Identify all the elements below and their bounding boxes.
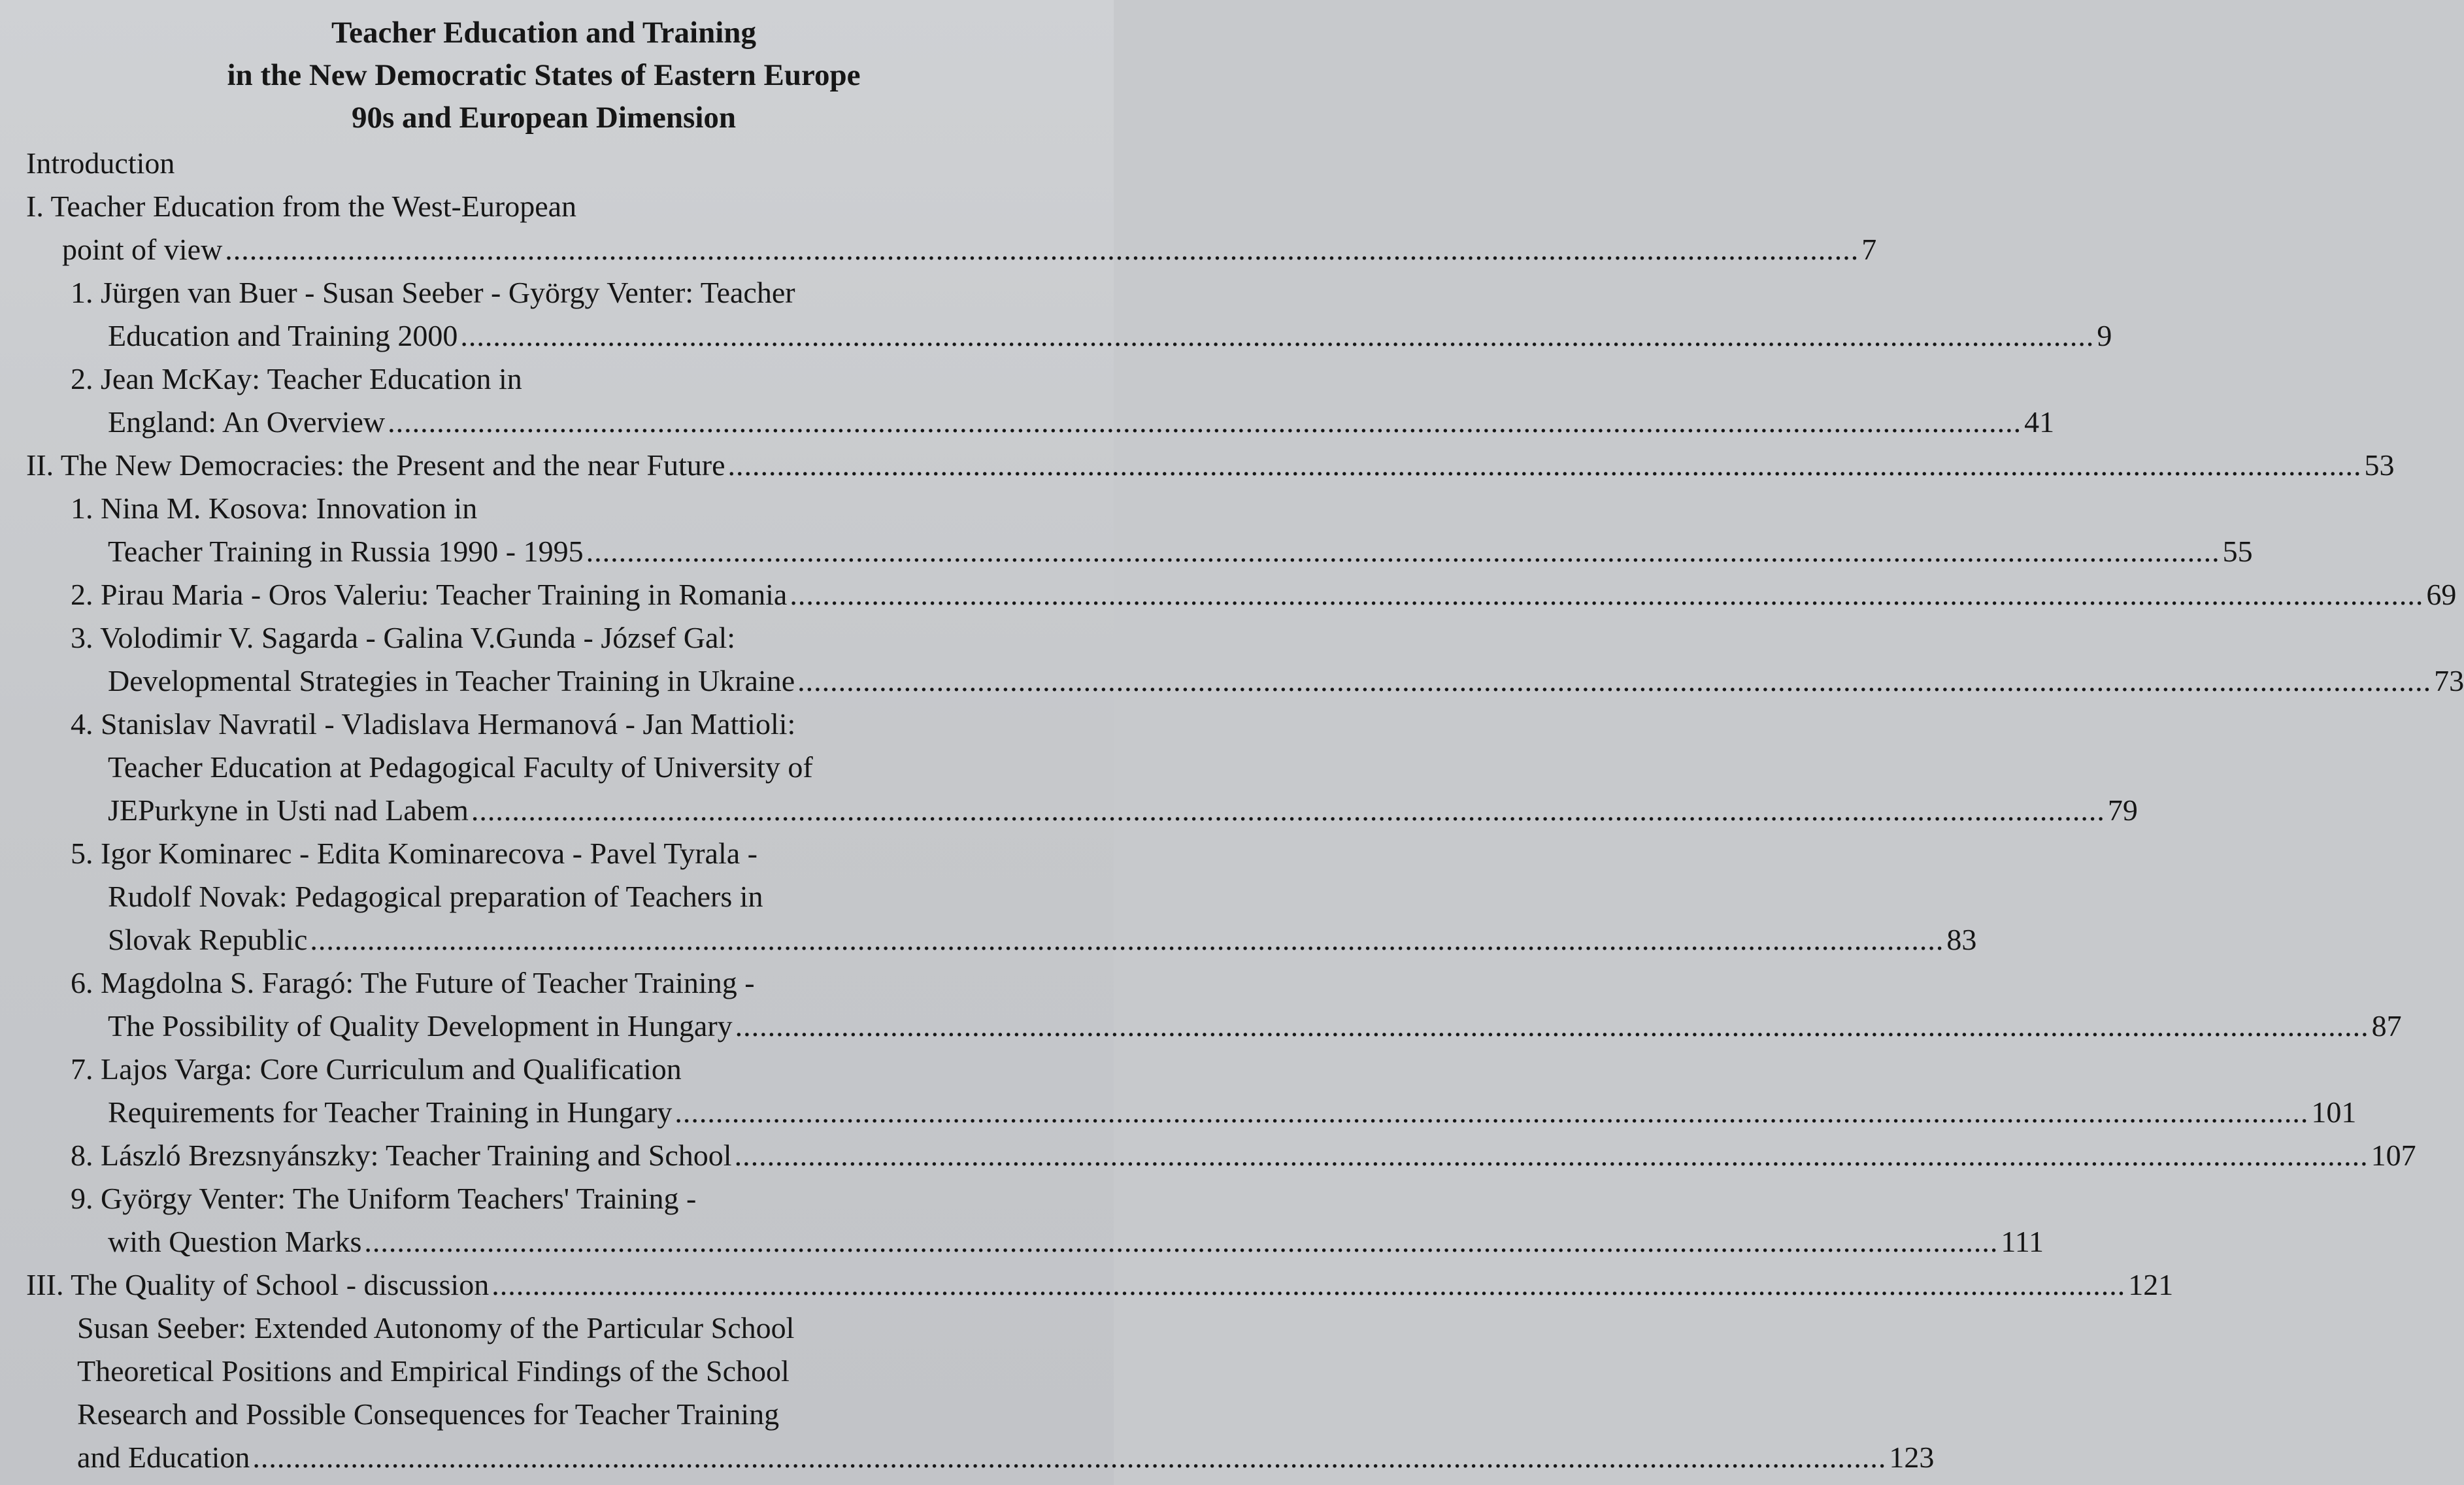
title-line-3: 90s and European Dimension xyxy=(351,101,737,135)
leader-dots: ........................................................................................................................................................................................................ xyxy=(252,1441,1887,1474)
leader-dots: ........................................................................................................................................................................................................ xyxy=(734,1139,2369,1172)
leader-dots: ........................................................................................................................................................................................................ xyxy=(727,448,2362,482)
leader-dots: ........................................................................................................................................................................................................ xyxy=(225,233,1859,266)
leader-dots: ........................................................................................................................................................................................................ xyxy=(790,578,2424,611)
toc-entry: with Question Marks ........................................................................................................................................................................................................ 111 xyxy=(26,1220,1035,1263)
toc-entry: Rudolf Novak: Pedagogical preparation of Teachers in xyxy=(108,880,763,913)
toc-entry: Teacher Training in Russia 1990 - 1995 ........................................................................................................................................................................................................ 55 xyxy=(26,530,1035,573)
toc-entry: 3. Volodimir V. Sagarda - Galina V.Gunda - József Gal: xyxy=(71,621,736,654)
page-number: 69 xyxy=(2426,578,2457,611)
page-number: 83 xyxy=(1946,923,1977,956)
page-number: 107 xyxy=(2371,1139,2416,1172)
title-line-1: Teacher Education and Training xyxy=(331,16,756,50)
page-number: 9 xyxy=(2097,319,2112,352)
toc-section-1-title: I. Teacher Education from the West-European xyxy=(26,190,577,223)
page-title xyxy=(26,12,1035,139)
toc-entry: Education and Training 2000 ........................................................................................................................................................................................................ 9 xyxy=(26,314,1035,358)
page-number: 111 xyxy=(2001,1225,2044,1258)
toc-entry-introduction: Introduction xyxy=(26,146,175,180)
toc-entry: Research and Possible Consequences for Teacher Training xyxy=(77,1397,780,1431)
toc-entry: Susan Seeber: Extended Autonomy of the Particular School xyxy=(77,1311,795,1344)
title-line-2: in the New Democratic States of Eastern Europe xyxy=(227,58,861,92)
toc-entry: 7. Lajos Varga: Core Curriculum and Qualification xyxy=(71,1052,682,1086)
toc-section-1: point of view ........................................................................................................................................................................................................ 7 xyxy=(26,228,1035,271)
toc-entry: and Education ........................................................................................................................................................................................................ 123 xyxy=(26,1436,1035,1479)
page-number: 7 xyxy=(1861,233,1877,266)
page-number: 79 xyxy=(2107,793,2138,827)
leader-dots: ........................................................................................................................................................................................................ xyxy=(735,1009,2369,1043)
leader-dots: ........................................................................................................................................................................................................ xyxy=(471,793,2105,827)
page-number: 73 xyxy=(2434,664,2464,697)
toc-entry: Requirements for Teacher Training in Hungary ........................................................................................................................................................................................................ 101 xyxy=(26,1091,1035,1134)
toc-entry: The Possibility of Quality Development in Hungary ........................................................................................................................................................................................................ 87 xyxy=(26,1005,1035,1048)
table-of-contents xyxy=(26,142,2464,1479)
toc-entry: 6. Magdolna S. Faragó: The Future of Teacher Training - xyxy=(71,966,755,999)
page-number: 123 xyxy=(1889,1441,1935,1474)
toc-entry: JEPurkyne in Usti nad Labem ........................................................................................................................................................................................................ 79 xyxy=(26,789,1035,832)
leader-dots: ........................................................................................................................................................................................................ xyxy=(674,1095,2309,1129)
toc-entry: 1. Nina M. Kosova: Innovation in xyxy=(71,492,478,525)
toc-section-2: II. The New Democracies: the Present and the near Future ........................................................................................................................................................................................................ 53 xyxy=(26,444,1035,487)
leader-dots: ........................................................................................................................................................................................................ xyxy=(364,1225,1999,1258)
leader-dots: ........................................................................................................................................................................................................ xyxy=(586,535,2220,568)
page-number: 41 xyxy=(2024,405,2055,439)
toc-entry: Theoretical Positions and Empirical Findings of the School xyxy=(77,1354,790,1388)
leader-dots: ........................................................................................................................................................................................................ xyxy=(797,664,2432,697)
leader-dots: ........................................................................................................................................................................................................ xyxy=(460,319,2095,352)
page-number: 121 xyxy=(2128,1268,2174,1301)
page-number: 55 xyxy=(2222,535,2253,568)
page-number: 87 xyxy=(2371,1009,2402,1043)
toc-entry: Developmental Strategies in Teacher Training in Ukraine ........................................................................................................................................................................................................ 73 xyxy=(26,659,1035,703)
toc-entry: Slovak Republic ........................................................................................................................................................................................................ 83 xyxy=(26,918,1035,961)
page-number: 53 xyxy=(2364,448,2395,482)
page-number: 101 xyxy=(2311,1095,2357,1129)
toc-entry: 9. György Venter: The Uniform Teachers' Training - xyxy=(71,1182,697,1215)
leader-dots: ........................................................................................................................................................................................................ xyxy=(491,1268,2126,1301)
toc-entry: 2. Jean McKay: Teacher Education in xyxy=(71,362,522,395)
toc-entry: 4. Stanislav Navratil - Vladislava Hermanová - Jan Mattioli: xyxy=(71,707,796,741)
toc-entry: Teacher Education at Pedagogical Faculty of University of xyxy=(108,750,813,784)
toc-entry: 5. Igor Kominarec - Edita Kominarecova - Pavel Tyrala - xyxy=(71,837,758,870)
leader-dots: ........................................................................................................................................................................................................ xyxy=(310,923,1944,956)
toc-entry: 8. László Brezsnyánszky: Teacher Training and School ........................................................................................................................................................................................................ 107 xyxy=(26,1134,1035,1177)
toc-section-3: III. The Quality of School - discussion ........................................................................................................................................................................................................ 121 xyxy=(26,1263,1035,1307)
toc-entry: 1. Jürgen van Buer - Susan Seeber - György Venter: Teacher xyxy=(71,276,795,309)
leader-dots: ........................................................................................................................................................................................................ xyxy=(388,405,2022,439)
toc-entry: 2. Pirau Maria - Oros Valeriu: Teacher Training in Romania ........................................................................................................................................................................................................ 69 xyxy=(26,573,1035,616)
toc-entry: England: An Overview ........................................................................................................................................................................................................ 41 xyxy=(26,401,1035,444)
